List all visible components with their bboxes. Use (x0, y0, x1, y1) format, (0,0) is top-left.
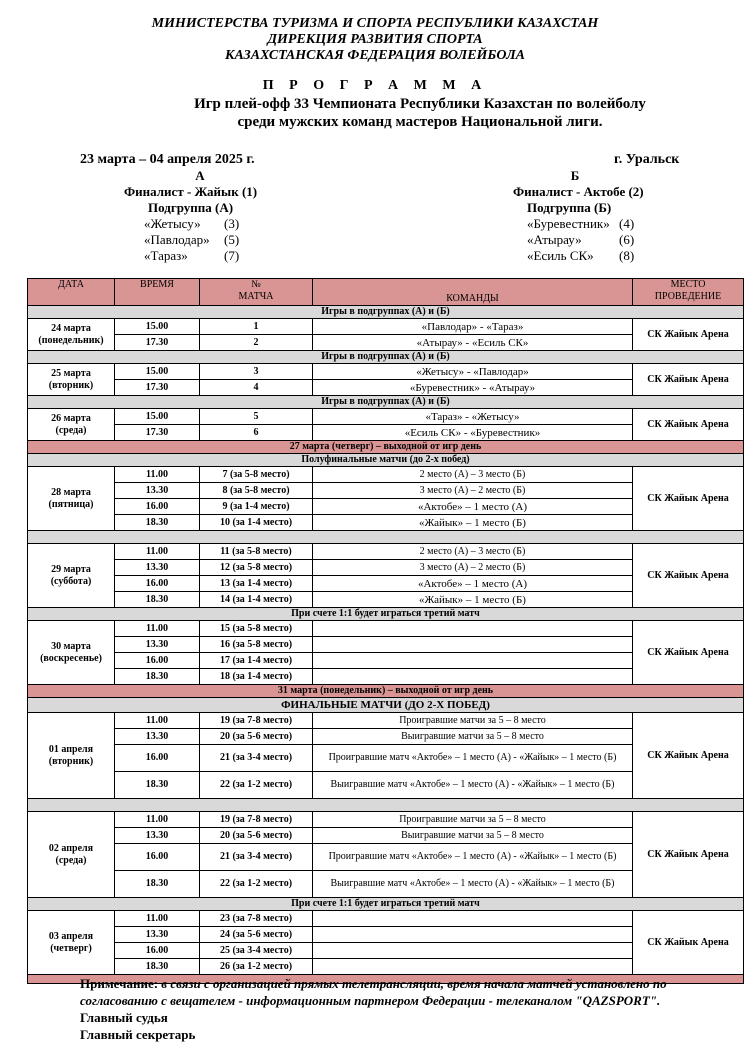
weekday: (вторник) (48, 379, 94, 391)
teams-cell: 2 место (А) – 3 место (Б) (313, 544, 633, 560)
time-cell: 18.30 (115, 669, 200, 685)
teams-cell: «Буревестник» - «Атырау» (313, 380, 633, 396)
team-name: «Буревестник» (527, 216, 610, 231)
time-cell: 17.30 (115, 425, 200, 441)
time-cell: 13.30 (115, 729, 200, 745)
match-number: 12 (за 5-8 место) (200, 560, 313, 576)
match-number: 18 (за 1-4 место) (200, 669, 313, 685)
match-number: 11 (за 5-8 место) (200, 544, 313, 560)
teams-cell (313, 911, 633, 927)
section-title: Игры в подгруппах (А) и (Б) (28, 351, 744, 364)
time-cell: 13.30 (115, 828, 200, 844)
teams-cell: «Жайык» – 1 место (Б) (313, 592, 633, 608)
venue-cell: СК Жайык Арена (633, 467, 744, 531)
header-federation: КАЗАХСТАНСКАЯ ФЕДЕРАЦИЯ ВОЛЕЙБОЛА (224, 48, 526, 63)
weekday: (пятница) (48, 498, 94, 510)
header-num-label: МАТЧА (238, 291, 274, 302)
time-cell: 16.00 (115, 844, 200, 871)
date-cell (28, 544, 115, 608)
teams-cell: Проигравшие матч «Актобе» – 1 место (А) - «Жайык» – 1 место (Б) (313, 844, 633, 871)
venue-cell: СК Жайык Арена (633, 544, 744, 608)
match-number: 23 (за 7-8 место) (200, 911, 313, 927)
time-cell: 18.30 (115, 772, 200, 799)
time-cell: 16.00 (115, 745, 200, 772)
document-header (0, 16, 750, 64)
table-row (28, 812, 744, 828)
teams-cell: «Жетысу» - «Павлодар» (313, 364, 633, 380)
teams-cell: «Актобе» – 1 место (А) (313, 499, 633, 515)
team-seed: (4) (619, 216, 635, 231)
tournament-dates: 23 марта – 04 апреля 2025 г. (80, 152, 255, 167)
match-number: 4 (200, 380, 313, 396)
separator-cell (28, 531, 744, 544)
time-cell: 15.00 (115, 319, 200, 335)
header-ministry: МИНИСТЕРСТВА ТУРИЗМА И СПОРТА РЕСПУБЛИКИ КАЗАХСТАН (151, 16, 599, 31)
section-row (28, 306, 744, 319)
time-cell: 13.30 (115, 560, 200, 576)
match-number: 8 (за 5-8 место) (200, 483, 313, 499)
time-cell: 18.30 (115, 871, 200, 898)
time-cell: 11.00 (115, 713, 200, 729)
program-subtitle (80, 95, 750, 131)
match-number: 24 (за 5-6 место) (200, 927, 313, 943)
match-number: 21 (за 3-4 место) (200, 844, 313, 871)
time-cell: 13.30 (115, 483, 200, 499)
notes-block (80, 975, 720, 1043)
date: 29 марта (51, 563, 91, 575)
group-a-subgroup: Подгруппа (А) (148, 200, 234, 215)
teams-cell: «Атырау» - «Есиль СК» (313, 335, 633, 351)
header-directorate: ДИРЕКЦИЯ РАЗВИТИЯ СПОРТА (267, 32, 483, 47)
time-cell: 11.00 (115, 467, 200, 483)
chief-judge: Главный судья (80, 1010, 168, 1025)
match-number: 22 (за 1-2 место) (200, 871, 313, 898)
team-seed: (6) (619, 232, 635, 247)
time-cell: 16.00 (115, 943, 200, 959)
subtitle-line-1: Игр плей-офф 33 Чемпионата Республики Казахстан по волейболу (194, 96, 646, 112)
day-off-row (28, 685, 744, 698)
schedule-table (27, 278, 744, 984)
group-b-team (527, 232, 725, 248)
header-date: ДАТА (28, 279, 115, 306)
match-number: 26 (за 1-2 место) (200, 959, 313, 975)
teams-cell (313, 927, 633, 943)
group-b-letter: Б (570, 168, 580, 183)
time-cell: 16.00 (115, 499, 200, 515)
venue-cell: СК Жайык Арена (633, 621, 744, 685)
teams-cell (313, 669, 633, 685)
team-name: «Тараз» (144, 248, 188, 263)
teams-cell: Проигравшие матчи за 5 – 8 место (313, 713, 633, 729)
weekday: (суббота) (50, 575, 92, 587)
section-title: Игры в подгруппах (А) и (Б) (28, 396, 744, 409)
time-cell: 11.00 (115, 911, 200, 927)
time-cell: 18.30 (115, 515, 200, 531)
teams-cell (313, 943, 633, 959)
weekday: (воскресенье) (40, 652, 102, 664)
header-match-number (200, 279, 313, 306)
match-number: 1 (200, 319, 313, 335)
teams-cell: 2 место (А) – 3 место (Б) (313, 467, 633, 483)
date: 25 марта (51, 367, 91, 379)
section-title: Игры в подгруппах (А) и (Б) (28, 306, 744, 319)
section-title: При счете 1:1 будет играться третий матч (28, 608, 744, 621)
date-cell (28, 409, 115, 441)
separator-row (28, 531, 744, 544)
separator-row (28, 799, 744, 812)
group-b-team (527, 248, 725, 264)
section-row (28, 454, 744, 467)
program-title: П Р О Г Р А М М А (262, 78, 488, 93)
match-number: 20 (за 5-6 место) (200, 729, 313, 745)
venue-cell: СК Жайык Арена (633, 812, 744, 898)
time-cell: 11.00 (115, 621, 200, 637)
team-seed: (5) (224, 232, 240, 247)
time-cell: 17.30 (115, 380, 200, 396)
match-number: 22 (за 1-2 место) (200, 772, 313, 799)
section-row (28, 898, 744, 911)
match-number: 25 (за 3-4 место) (200, 943, 313, 959)
match-number: 20 (за 5-6 место) (200, 828, 313, 844)
separator-cell (28, 799, 744, 812)
finals-header-row (28, 698, 744, 713)
time-cell: 16.00 (115, 653, 200, 669)
group-a-letter: А (195, 168, 205, 183)
date: 03 апреля (48, 930, 94, 942)
section-title: Полуфинальные матчи (до 2-х побед) (28, 454, 744, 467)
group-a-team (144, 232, 330, 248)
teams-cell: «Тараз» - «Жетысу» (313, 409, 633, 425)
teams-cell: «Есиль СК» - «Буревестник» (313, 425, 633, 441)
section-row (28, 351, 744, 364)
weekday: (среда) (55, 854, 87, 866)
match-number: 9 (за 1-4 место) (200, 499, 313, 515)
group-b-team (527, 216, 725, 232)
team-name: «Павлодар» (144, 232, 210, 247)
teams-cell: «Павлодар» - «Тараз» (313, 319, 633, 335)
header-teams: КОМАНДЫ (313, 279, 633, 306)
section-title: При счете 1:1 будет играться третий матч (28, 898, 744, 911)
team-seed: (3) (224, 216, 240, 231)
time-cell: 15.00 (115, 409, 200, 425)
teams-cell: «Актобе» – 1 место (А) (313, 576, 633, 592)
teams-cell: «Жайык» – 1 место (Б) (313, 515, 633, 531)
teams-cell: Выигравшие матчи за 5 – 8 место (313, 828, 633, 844)
teams-cell: Выигравшие матч «Актобе» – 1 место (А) - «Жайык» – 1 место (Б) (313, 871, 633, 898)
date-cell (28, 467, 115, 531)
venue-cell: СК Жайык Арена (633, 364, 744, 396)
section-row (28, 608, 744, 621)
group-b-subgroup: Подгруппа (Б) (527, 200, 612, 215)
header-venue (633, 279, 744, 306)
date-cell (28, 621, 115, 685)
day-off-row (28, 441, 744, 454)
match-number: 19 (за 7-8 место) (200, 812, 313, 828)
table-row (28, 713, 744, 729)
subtitle-line-2: среди мужских команд мастеров Национальной лиги. (237, 114, 603, 130)
teams-cell (313, 653, 633, 669)
match-number: 19 (за 7-8 место) (200, 713, 313, 729)
venue-cell: СК Жайык Арена (633, 409, 744, 441)
header-venue-1: МЕСТО (670, 279, 706, 290)
venue-cell: СК Жайык Арена (633, 911, 744, 975)
venue-cell: СК Жайык Арена (633, 713, 744, 799)
note-label: Примечание: (80, 976, 159, 991)
time-cell: 15.00 (115, 364, 200, 380)
date-cell (28, 812, 115, 898)
date: 28 марта (51, 486, 91, 498)
time-cell: 18.30 (115, 959, 200, 975)
table-row (28, 911, 744, 927)
note-paragraph (80, 975, 720, 1009)
match-number: 2 (200, 335, 313, 351)
match-number: 15 (за 5-8 место) (200, 621, 313, 637)
date-cell (28, 713, 115, 799)
header-num-sign: № (251, 279, 261, 290)
date: 30 марта (51, 640, 91, 652)
table-row (28, 621, 744, 637)
match-number: 17 (за 1-4 место) (200, 653, 313, 669)
venue-cell: СК Жайык Арена (633, 319, 744, 351)
weekday: (среда) (55, 424, 87, 436)
time-cell: 13.30 (115, 927, 200, 943)
section-row (28, 396, 744, 409)
date: 02 апреля (48, 842, 94, 854)
match-number: 14 (за 1-4 место) (200, 592, 313, 608)
match-number: 13 (за 1-4 место) (200, 576, 313, 592)
teams-cell (313, 621, 633, 637)
date: 26 марта (51, 412, 91, 424)
teams-cell: Выигравшие матч «Актобе» – 1 место (А) - «Жайык» – 1 место (Б) (313, 772, 633, 799)
chief-secretary: Главный секретарь (80, 1027, 196, 1042)
teams-cell: 3 место (А) – 2 место (Б) (313, 560, 633, 576)
weekday: (понедельник) (38, 334, 104, 346)
team-name: «Атырау» (527, 232, 582, 247)
team-name: «Жетысу» (144, 216, 201, 231)
time-cell: 17.30 (115, 335, 200, 351)
time-cell: 11.00 (115, 812, 200, 828)
header-venue-2: ПРОВЕДЕНИЕ (654, 291, 722, 302)
team-seed: (7) (224, 248, 240, 263)
match-number: 7 (за 5-8 место) (200, 467, 313, 483)
weekday: (вторник) (48, 755, 94, 767)
time-cell: 13.30 (115, 637, 200, 653)
table-header-row (28, 279, 744, 306)
table-row (28, 409, 744, 425)
team-name: «Есиль СК» (527, 248, 594, 263)
teams-cell: 3 место (А) – 2 место (Б) (313, 483, 633, 499)
group-b-finalist: Финалист - Актобе (2) (513, 184, 644, 199)
group-a-team (144, 216, 330, 232)
header-time: ВРЕМЯ (115, 279, 200, 306)
tournament-city: г. Уральск (614, 152, 680, 167)
date-cell (28, 911, 115, 975)
group-a (110, 168, 330, 264)
group-b (505, 168, 725, 264)
teams-cell: Проигравшие матчи за 5 – 8 место (313, 812, 633, 828)
match-number: 16 (за 5-8 место) (200, 637, 313, 653)
weekday: (четверг) (50, 942, 92, 954)
day-off-text: 31 марта (понедельник) – выходной от игр день (28, 685, 744, 698)
time-cell: 11.00 (115, 544, 200, 560)
date: 01 апреля (48, 743, 94, 755)
table-row (28, 467, 744, 483)
match-number: 3 (200, 364, 313, 380)
teams-cell (313, 637, 633, 653)
teams-cell (313, 959, 633, 975)
group-a-finalist: Финалист - Жайык (1) (124, 184, 258, 199)
date-cell (28, 319, 115, 351)
table-row (28, 544, 744, 560)
table-row (28, 364, 744, 380)
teams-cell: Проигравшие матч «Актобе» – 1 место (А) - «Жайык» – 1 место (Б) (313, 745, 633, 772)
match-number: 10 (за 1-4 место) (200, 515, 313, 531)
time-cell: 16.00 (115, 576, 200, 592)
table-row (28, 319, 744, 335)
date-cell (28, 364, 115, 396)
group-a-team (144, 248, 330, 264)
day-off-text: 27 марта (четверг) – выходной от игр день (28, 441, 744, 454)
match-number: 21 (за 3-4 место) (200, 745, 313, 772)
date: 24 марта (51, 322, 91, 334)
teams-cell: Выигравшие матчи за 5 – 8 место (313, 729, 633, 745)
match-number: 6 (200, 425, 313, 441)
finals-title: ФИНАЛЬНЫЕ МАТЧИ (ДО 2-Х ПОБЕД) (28, 698, 744, 713)
time-cell: 18.30 (115, 592, 200, 608)
note-text: в связи с организацией прямых телетрансляции, время начала матчей установлено по согласованию с вещателем - информационным партнером Федерации - телеканалом "QAZSPORT". (80, 976, 667, 1008)
match-number: 5 (200, 409, 313, 425)
team-seed: (8) (619, 248, 635, 263)
